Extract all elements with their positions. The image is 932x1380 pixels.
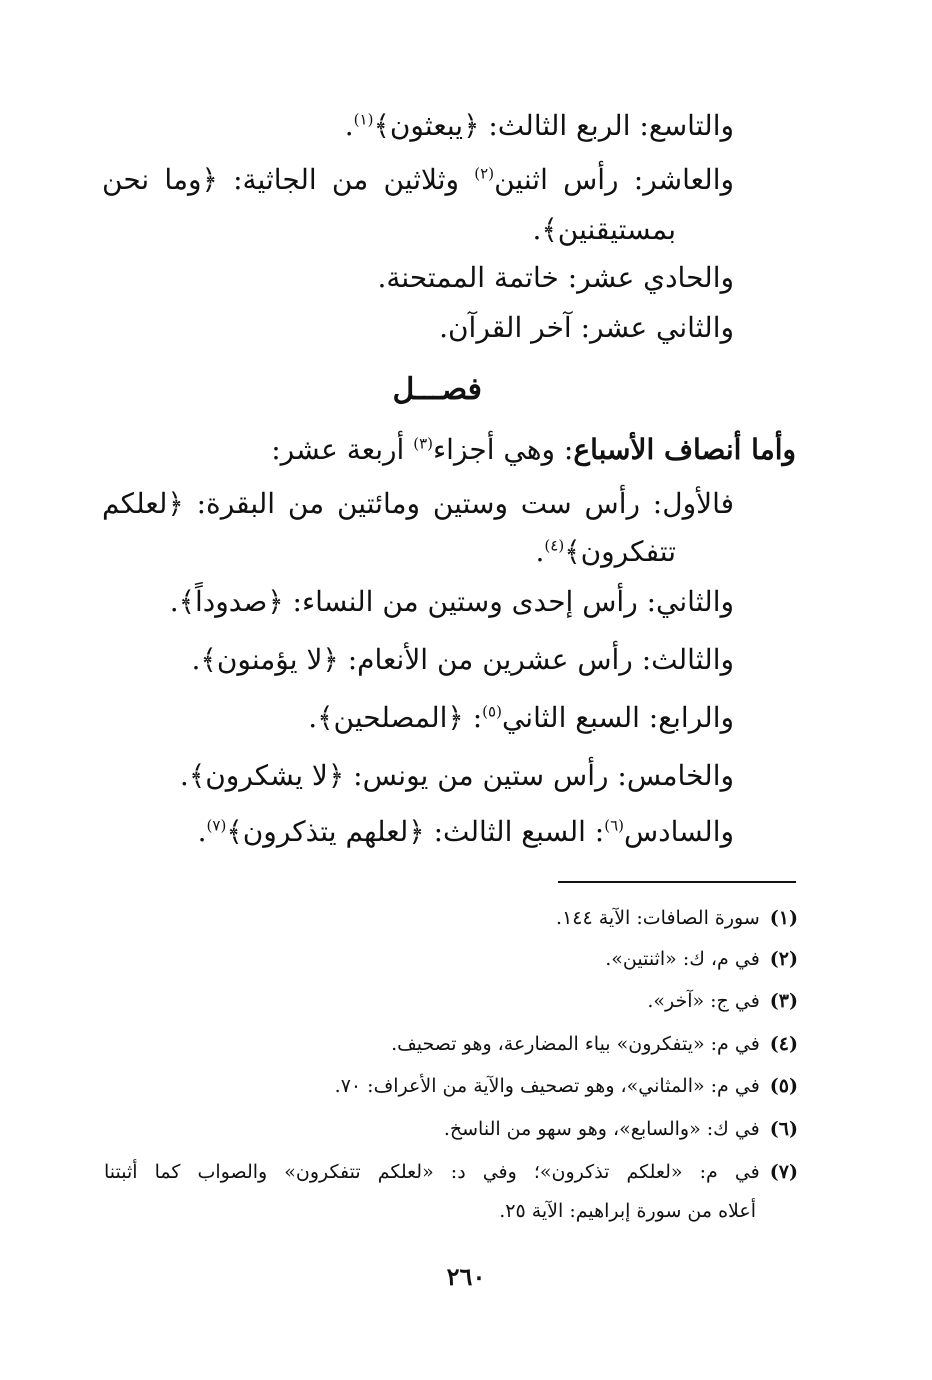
footnote-ref: (٢)	[474, 164, 495, 183]
footnote-number: (٢)	[769, 948, 798, 970]
text-line	[439, 308, 734, 348]
line-text: : وهي أجزاء	[433, 433, 574, 466]
footnote-text: في م: «المثاني»، وهو تصحيف والآية من الأعراف: ٧٠.	[334, 1075, 760, 1097]
footnote-continuation: أعلاه من سورة إبراهيم: الآية ٢٥.	[499, 1200, 756, 1222]
footnote-number: (٧)	[769, 1161, 798, 1183]
line-text: والسادس	[624, 815, 734, 848]
line-text: أربعة عشر:	[271, 433, 405, 466]
line-text: والثاني عشر: آخر القرآن.	[439, 311, 734, 344]
footnote-number: (٦)	[769, 1118, 798, 1140]
footnote	[104, 1157, 798, 1187]
footnote-ref: (٧)	[206, 816, 227, 835]
footnote-text: في م: «يتفكرون» بياء المضارعة، وهو تصحيف.	[391, 1033, 760, 1055]
line-text: والتاسع: الربع الثالث: ﴿يبعثون﴾	[373, 109, 734, 142]
footnote	[335, 1071, 798, 1101]
line-end: .	[535, 535, 545, 568]
text-line	[192, 640, 734, 680]
footnote-divider	[558, 881, 796, 883]
footnote-number: (١)	[769, 907, 798, 929]
footnote-ref: (٤)	[544, 536, 565, 555]
page-number: ٢٦٠	[446, 1262, 486, 1291]
section-heading: فصـــل	[392, 372, 482, 407]
footnote-ref: (٥)	[482, 702, 502, 721]
text-line	[271, 430, 796, 470]
footnote-text: سورة الصافات: الآية ١٤٤.	[556, 907, 760, 929]
line-text: والعاشر: رأس اثنين	[494, 163, 734, 196]
text-line	[170, 582, 734, 622]
footnote-number: (٣)	[769, 990, 798, 1012]
line-end: .	[197, 815, 207, 848]
footnote-text: في م: «لعلكم تذكرون»؛ وفي د: «لعلكم تتفكرون» والصواب كما أثبتنا	[104, 1161, 760, 1183]
line-text: فالأول: رأس ست وستين ومائتين من البقرة: ﴿لعلكم	[102, 487, 734, 520]
line-text: والثالث: رأس عشرين من الأنعام: ﴿لا يؤمنون﴾.	[191, 643, 734, 676]
footnote-text: في م، ك: «اثنتين».	[605, 948, 760, 970]
text-line	[536, 532, 677, 572]
text-line	[378, 258, 735, 298]
line-text: والرابع: السبع الثاني	[501, 701, 734, 734]
line-text: وثلاثين من الجاثية: ﴿وما نحن	[102, 163, 460, 196]
line-text: والحادي عشر: خاتمة الممتحنة.	[377, 261, 734, 294]
text-line	[180, 756, 734, 796]
bold-phrase: وأما أنصاف الأسباع	[573, 433, 796, 466]
text-line	[532, 210, 676, 250]
line-text: والخامس: رأس ستين من يونس: ﴿لا يشكرون﴾.	[179, 759, 734, 792]
footnote-ref: (٦)	[604, 816, 624, 835]
text-line	[198, 812, 734, 852]
text-line	[308, 698, 734, 738]
footnote-text: في ج: «آخر».	[647, 990, 760, 1012]
line-text: : ﴿المصلحين﴾.	[308, 701, 483, 734]
line-text: بمستيقنين﴾.	[532, 213, 676, 246]
text-line	[345, 106, 734, 146]
text-line	[102, 160, 734, 200]
footnote	[391, 1029, 798, 1059]
line-text: تتفكرون﴾	[564, 535, 676, 568]
line-text: : السبع الثالث: ﴿لعلهم يتذكرون﴾	[226, 815, 605, 848]
text-line	[102, 484, 734, 524]
footnote	[605, 944, 798, 974]
footnote	[556, 903, 798, 933]
footnote	[444, 1114, 798, 1144]
line-end: .	[344, 109, 354, 142]
footnote-ref: (٣)	[413, 434, 434, 453]
line-text: والثاني: رأس إحدى وستين من النساء: ﴿صدوداً﴾.	[169, 585, 734, 618]
footnote-ref: (١)	[353, 110, 374, 129]
footnote	[647, 986, 798, 1016]
footnote-text: في ك: «والسابع»، وهو سهو من الناسخ.	[443, 1118, 760, 1140]
footnote-number: (٥)	[769, 1075, 798, 1097]
footnote-number: (٤)	[769, 1033, 798, 1055]
